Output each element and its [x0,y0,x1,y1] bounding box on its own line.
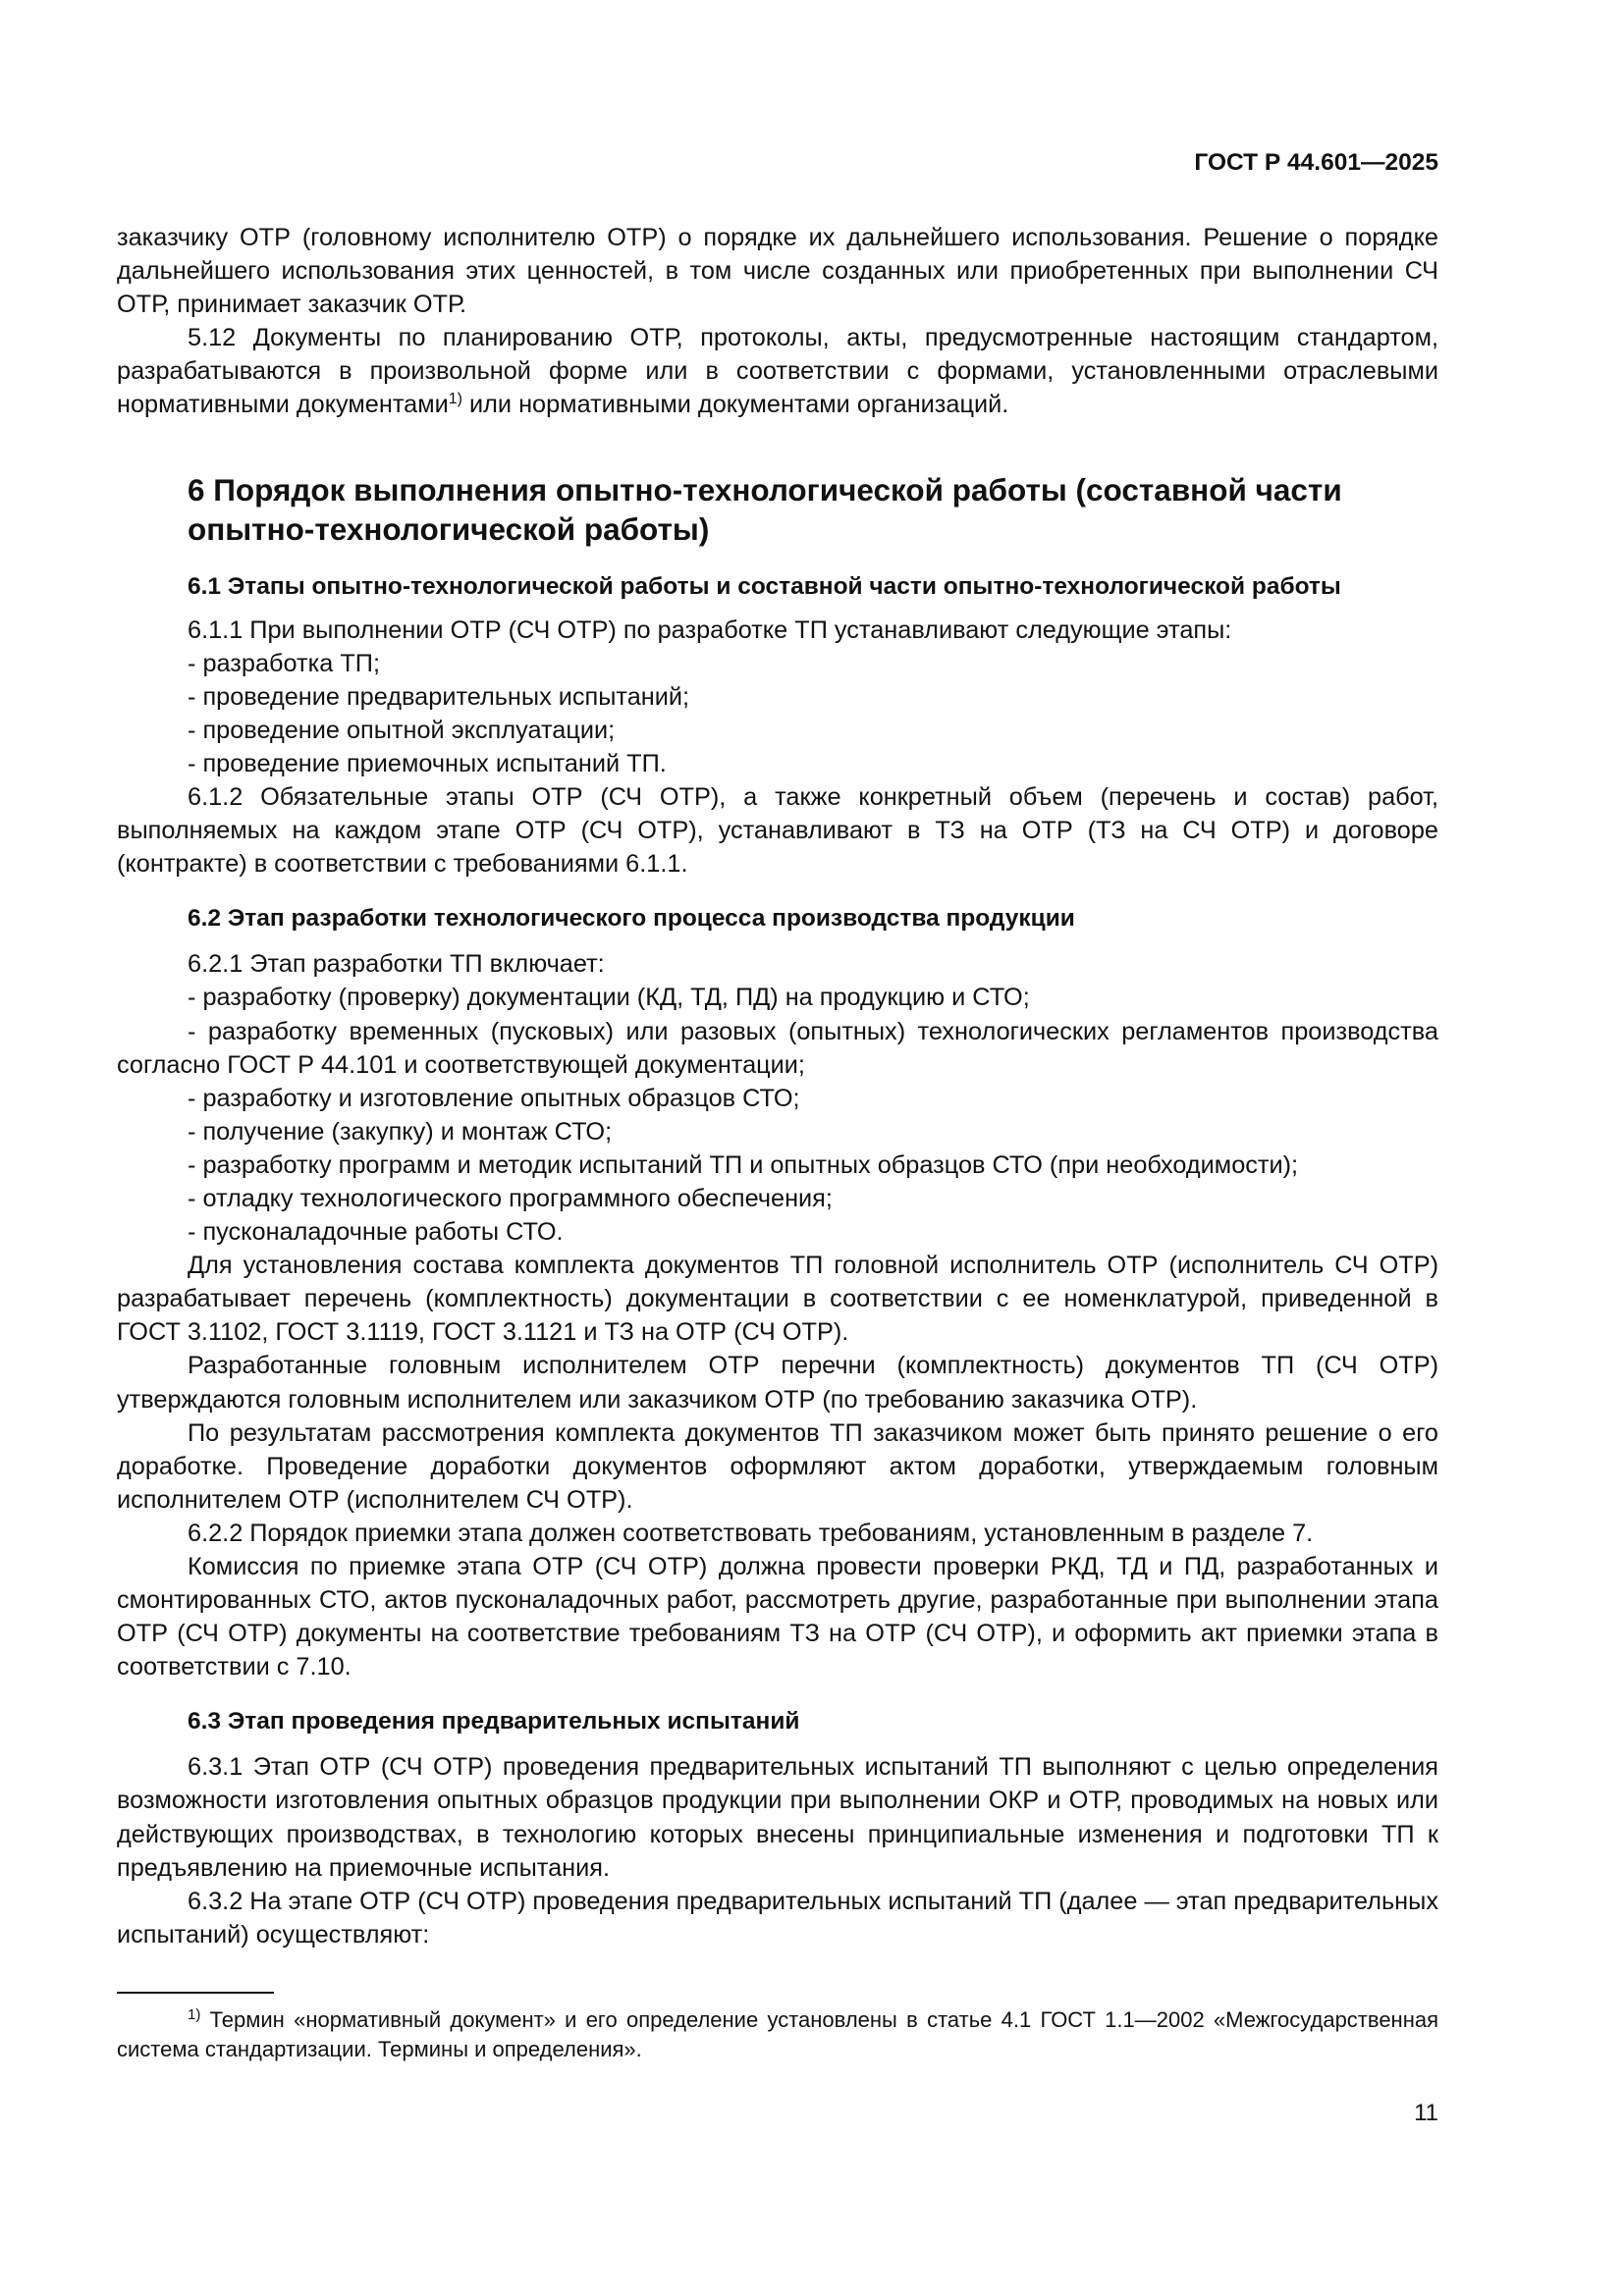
list-item: - разработку и изготовление опытных образцов СТО; [188,1084,800,1112]
section-6-heading: 6 Порядок выполнения опытно-технологической работы (составной части опытно-технологической работы) [188,471,1342,547]
footnote-text: Термин «нормативный документ» и его определение установлены в статье 4.1 ГОСТ 1.1—2002 «Межгосударственная система стандартизации. Термины и определения». [117,2007,1438,2061]
paragraph: Разработанные головным исполнителем ОТР перечни (комплектность) документов ТП (СЧ ОТР) утверждаются головным исполнителем или заказчиком ОТР (по требованию заказчика ОТР). [117,1352,1438,1414]
list-item: - пусконаладочные работы СТО. [188,1218,564,1247]
standard-designation: ГОСТ Р 44.601—2025 [1194,149,1438,176]
paragraph-text: 5.12 Документы по планированию ОТР, протоколы, акты, предусмотренные настоящим стандартом, разрабатываются в произвольной форме или в соответствии с формами, установленными отраслевыми нормативными документами [117,324,1438,419]
subsection-6-3-heading: 6.3 Этап проведения предварительных испытаний [188,1708,800,1735]
paragraph: Для установления состава комплекта документов ТП головной исполнитель ОТР (исполнитель СЧ ОТР) разрабатывает перечень (комплектность) документации в соответствии с ее номенклатурой, приведенной в ГОСТ 3.1102, ГОСТ 3.1119, ГОСТ 3.1121 и ТЗ на ОТР (СЧ ОТР). [117,1252,1438,1347]
list-item: - проведение приемочных испытаний ТП. [188,749,667,777]
footnote-marker: 1) [188,2006,201,2023]
list-item: - разработку (проверку) документации (КД, ТД, ПД) на продукцию и СТО; [188,984,1030,1012]
list-item: - отладку технологического программного обеспечения; [188,1184,833,1212]
list-item: - проведение опытной эксплуатации; [188,716,616,744]
paragraph: 6.1.2 Обязательные этапы ОТР (СЧ ОТР), а также конкретный объем (перечень и состав) работ, выполняемых на каждом этапе ОТР (СЧ ОТР), устанавливают в ТЗ на ОТР (ТЗ на СЧ ОТР) и договоре (контракте) в соответствии с требованиями 6.1.1. [117,783,1438,879]
paragraph: 6.2.1 Этап разработки ТП включает: [188,950,605,979]
subsection-6-1-heading: 6.1 Этапы опытно-технологической работы и составной части опытно-технологической работы [188,572,1341,600]
page-number: 11 [1414,2100,1438,2126]
paragraph-5-12 [117,321,1438,421]
paragraph: 6.3.1 Этап ОТР (СЧ ОТР) проведения предварительных испытаний ТП выполняют с целью определения возможности изготовления опытных образцов продукции при выполнении ОКР и ОТР, проводимых на новых или действующих производствах, в технологию которых внесены принципиальные изменения и подготовки ТП к предъявлению на приемочные испытания. [117,1753,1438,1882]
list-item: - разработку программ и методик испытаний ТП и опытных образцов СТО (при необходимости); [188,1150,1299,1179]
footnote-ref: 1) [448,391,462,408]
footnote-separator [117,1992,274,1994]
document-body [117,221,1438,1951]
list-item: - разработка ТП; [188,649,381,677]
paragraph: 6.1.1 При выполнении ОТР (СЧ ОТР) по разработке ТП устанавливают следующие этапы: [188,615,1232,644]
list-item: - проведение предварительных испытаний; [188,682,690,711]
paragraph: Комиссия по приемке этапа ОТР (СЧ ОТР) должна провести проверки РКД, ТД и ПД, разработанных и смонтированных СТО, актов пусконаладочных работ, рассмотреть другие, разработанные при выполнении этапа ОТР (СЧ ОТР) документы на соответствие требованиям ТЗ на ОТР (СЧ ОТР), и оформить акт приемки этапа в соответствии с 7.10. [117,1553,1438,1682]
subsection-6-2-heading: 6.2 Этап разработки технологического процесса производства продукции [188,905,1075,933]
paragraph: По результатам рассмотрения комплекта документов ТП заказчиком может быть принято решение о его доработке. Проведение доработки документов оформляют актом доработки, утверждаемым головным исполнителем ОТР (исполнителем СЧ ОТР). [117,1418,1438,1514]
paragraph: 6.2.2 Порядок приемки этапа должен соответствовать требованиям, установленным в разделе 7. [188,1519,1314,1547]
list-item: - разработку временных (пусковых) или разовых (опытных) технологических регламентов производства согласно ГОСТ Р 44.101 и соответствующей документации; [117,1017,1438,1079]
list-item: - получение (закупку) и монтаж СТО; [188,1117,613,1146]
footnote [117,2005,1438,2064]
paragraph: заказчику ОТР (головному исполнителю ОТР) о порядке их дальнейшего использования. Решение о порядке дальнейшего использования этих ценностей, в том числе созданных или приобретенных при выполнении СЧ ОТР, принимает заказчик ОТР. [117,224,1438,319]
paragraph: 6.3.2 На этапе ОТР (СЧ ОТР) проведения предварительных испытаний ТП (далее — этап предварительных испытаний) осуществляют: [117,1887,1438,1949]
paragraph-text: или нормативными документами организаций. [461,391,1009,419]
